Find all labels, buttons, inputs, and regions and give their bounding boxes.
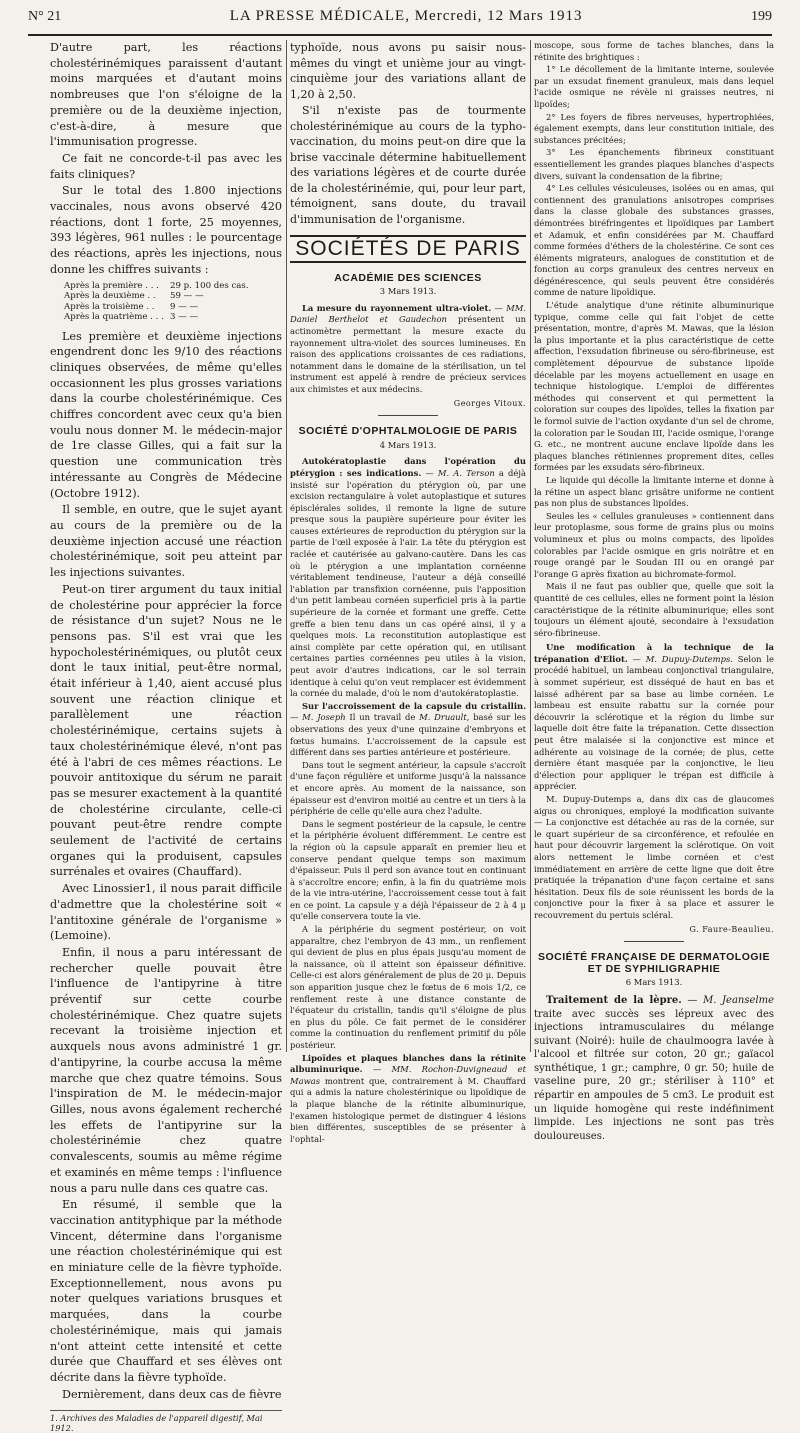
stats-label: Après la troisième . . bbox=[64, 301, 155, 312]
paragraph: Les première et deuxième injections engendrent donc les 9/10 des réactions cliniques observées, de même qu'elles occasionnent les plus grosses variations dans la courbe cholestérinémique. Ces chiffres concordent avec ceux qu'a bien voulu nous donner M. le médecin-major de 1re classe Gilles, qui a fait sur la question une communication très intéressante au Congrès de Médecine (Octobre 1912). bbox=[50, 329, 282, 500]
paragraph: typhoïde, nous avons pu saisir nous-mêmes du vingt et unième jour au vingt-cinquième jour des variations allant de 1,20 à 2,50. bbox=[290, 41, 526, 101]
page-header bbox=[28, 8, 772, 36]
column-rule bbox=[286, 40, 287, 1052]
paragraph: 2° Les foyers de fibres nerveuses, hypertrophiées, également exempts, dans leur constitution initiale, des substances précitées; bbox=[534, 111, 774, 145]
article-heading: La mesure du rayonnement ultra-violet. bbox=[302, 302, 492, 313]
authors: MM. Rochon-Duvigneaud et Mawas bbox=[290, 1064, 526, 1086]
paragraph: Peut-on tirer argument du taux initial de cholestérine pour apprécier la force de résistance d'un sujet? Nous ne le pensons pas. S'il est vrai que les hypocholestérinémiques, ou plutôt ceux dont le taux initial, peut-être normal, était inférieur à 1,40, aient accusé plus souvent une réaction clinique et parallèlement une réaction cholestérinémique, certains sujets à taux cholestérinémique élevé, n'ont pas été à l'abri de ces mêmes réactions. Le pouvoir antitoxique du sérum ne parait pas se mesurer exactement à la quantité de cholestérine circulante, celle-ci pouvant peut-être rendre compte seulement de l'activité de certains organes qui la produisent, capsules surrénales et ovaires (Chauffard). bbox=[50, 582, 282, 879]
article-text: présentent un actinomètre permettant la mesure exacte du rayonnement ultra-violet des sources lumineuses. En raison des applications croissantes de ces radiations, notamment dans le domaine de la stérilisation, un tel instrument est appelé à rendre de précieux services aux chimistes et aux médecins. bbox=[290, 314, 526, 394]
authors: MM. Daniel Berthelot et Gaudechon bbox=[290, 302, 526, 325]
society-title: SOCIÉTÉ FRANÇAISE DE DERMATOLOGIE ET DE SYPHILIGRAPHIE bbox=[538, 951, 770, 975]
authors: M. Dupuy-Dutemps. bbox=[645, 653, 733, 664]
article-heading: Lipoïdes et plaques blanches dans la rétinite albuminurique. bbox=[290, 1052, 526, 1075]
article-heading: Autokératoplastie dans l'opération du ptérygion : ses indications. bbox=[290, 456, 526, 478]
column-3: moscope, sous forme de taches blanches, dans la rétinite des brightiques : 1° Le décollement de la limitante interne, soulevée par un exsudat finement granuleux, mais dans lequel l'acide osmique ne révèle ni graisses neutres, ni lipoïdes; 2° Les foyers de fibres nerveuses, hypertrophiées, également exempts, dans leur constitution initiale, des substances précitées; 3° Les épanchements fibrineux constituant essentiellement les grandes plaques blanches d'aspects divers, suivant la condensation de la fibrine; 4° Les cellules vésiculeuses, isolées ou en amas, qui contiennent des granulations anisotropes comprises dans la classe globale des substances grasses, démontrées biréfringentes et lipoïdiques par Lambert et Adamuk, et enfin considérées par M. Chauffard comme formées d'éthers de la cholestérine. Ce sont ces éléments migrateurs, analogues de constitution et de fonction au corps granuleux des centres nerveux en dégénérescence, qui seuls peuvent être considérés comme de nature lipoïdique. L'étude analytique d'une rétinite albuminurique typique, comme celle qui fait l'objet de cette présentation, montre, d'après M. Mawas, que la lésion la plus importante et la plus caractéristique de cette affection, l'exsudation fibrineuse ou séro-fibrineuse, est complètement dépourvue de substance lipoïde décelable par les moyens actuellement en usage en technique histologique. L'emploi de différentes méthodes qui conservent et qui permettent la coloration sur coupes des lipoïdes, telles la fixation par le formol suivie de l'action oxydante d'un sel de chrome, la coloration par le Soudan III, l'acide osmique, l'orange G. etc., ne montrent aucune enclave lipoïde dans les plaques blanches rétiniennes proprement dites, celles formées par les exsudats séro-fibrineux. Le liquide qui décolle la limitante interne et donne à la rétine un aspect blanc grisâtre uniforme ne contient pas non plus de substances lipoïdes. Seules les « cellules granuleuses » contiennent dans leur protoplasme, sous forme de grains plus ou moins volumineux et plus ou moins compacts, des lipoïdes colorables par l'acide osmique en gris noirâtre et en rouge orangé par le Soudan III ou en orangé par l'orange G après fixation au bichromate-formol. Mais il ne faut pas oublier que, quelle que soit la quantité de ces cellules, elles ne forment point la lésion caractéristique de la rétinite albuminurique; elles sont toujours un élément ajouté, secondaire à l'exsudation séro-fibrineuse. Une modification à la technique de la trépanation d'Eliot. — M. Dupuy-Dutemps. Selon le procédé habituel, un lambeau conjonctival triangulaire, à sommet supérieur, est disséqué de haut en bas et laissé adhérent par sa base au limbe cornéen. Le lambeau est ensuite rabattu sur la cornée pour découvrir la sclérotique et la région du limbe sur laquelle doit être faite la trépanation. Cette dissection peut être malaisée si la conjonctive est mince et adhérente au voisinage de la cornée; de plus, cette dernière étant masquée par la conjonctive, le lieu d'élection pour appliquer le trépan est difficile à apprécier. M. Dupuy-Dutemps a, dans dix cas de glaucomes aigus ou chroniques, employé la modification suivante — La conjonctive est détachée au ras de la cornée, sur le quart supérieur de sa circonférence, et refoulée en haut pour découvrir largement la sclérotique. On voit alors nettement le limbe cornéen et c'est immédiatement en arrière de cette ligne que doit être pratiquée la trépanation d'une façon certaine et sans hésitation. Deux fils de soie réunissent les bords de la conjonctive pour la fixer à sa place et assurer le recouvrement du pertuis scléral. G. Faure-Beaulieu. SOCIÉTÉ FRANÇAISE DE DERMATOLOGIE ET DE SYPHILIGRAPHIE 6 Mars 1913. Traitement de la lèpre. — M. Jeanselme traite avec succès ses lépreux avec des injections intramusculaires du mélange suivant (Noiré): huile de chaulmoogra lavée à l'alcool et filtrée sur coton, 20 gr.; gaïacol synthétique, 1 gr.; camphre, 0 gr. 50; huile de vaseline pure, 20 gr.; stériliser à 110° et répartir en ampoules de 5 cm3. Le produit est un liquide homogène qui reste indéfiniment limpide. Les injections ne sont pas très douloureuses. bbox=[534, 40, 774, 1142]
stats-label: Après la deuxième . . bbox=[64, 291, 156, 302]
issue-number: N° 21 bbox=[28, 9, 62, 24]
paragraph: S'il n'existe pas de tourmente cholestérinémique au cours de la typho-vaccination, du moins peut-on dire que la brise vaccinale détermine habituellement des variations légères et de courte durée de la cholestérinémie, qui, pour leur part, témoignent, sans doute, du travail d'immunisation de l'organisme. bbox=[290, 104, 526, 226]
stats-label: Après la première . . . bbox=[64, 280, 159, 291]
stats-value: 59 — — bbox=[170, 291, 204, 302]
article-text: montrent que, contrairement à M. Chauffard qui a admis la nature cholestérinique ou lipoïdique de la plaque blanche de la rétinite albuminurique, l'examen histologique permet de distinguer 4 lésions bien différentes, susceptibles de se présenter à l'ophtal- bbox=[290, 1075, 526, 1144]
reaction-stats-table bbox=[64, 281, 282, 323]
column-2: typhoïde, nous avons pu saisir nous-mêmes du vingt et unième jour au vingt-cinquième jour des variations allant de 1,20 à 2,50. S'il n'existe pas de tourmente cholestérinémique au cours de la typho-vaccination, du moins peut-on dire que la brise vaccinale détermine habituellement des variations légères et de courte durée de la cholestérinémie, qui, pour leur part, témoignent, sans doute, du travail d'immunisation de l'organisme. SOCIÉTÉS DE PARIS ACADÉMIE DES SCIENCES 3 Mars 1913. La mesure du rayonnement ultra-violet. — MM. Daniel Berthelot et Gaudechon présentent un actinomètre permettant la mesure exacte du rayonnement ultra-violet des sources lumineuses. En raison des applications croissantes de ces radiations, notamment dans le domaine de la stérilisation, un tel instrument est appelé à rendre de précieux services aux chimistes et aux médecins. Georges Vitoux. SOCIÉTÉ D'OPHTALMOLOGIE DE PARIS 4 Mars 1913. Autokératoplastie dans l'opération du ptérygion : ses indications. — M. A. Terson a déjà insisté sur l'opération du ptérygion où, par une excision rectangulaire à volet autoplastique et sutures épisclérales solides, il remonte la ligne de suture presque sous la paupière supérieure pour éviter les causes extérieures de reproduction du ptérygion sur la partie de l'œil exposée à l'air. La tête du ptérygion est raclée et cautérisée au galvano-cautère. Dans les cas où le ptérygion a une implantation cornéenne véritablement tendineuse, l'auteur a déjà conseillé l'ablation par transfixion cornéenne, puis l'apposition d'un petit lambeau cornéen superficiel pris à la partie supérieure de la cornée et formant une greffe. Cette greffe a bien tenu dans un cas opéré ainsi, il y a quelques mois. La reconstitution autoplastique est ainsi complète par cette opération qui, en utilisant certaines parties cornéennes peu utiles à la vision, peut avoir d'autres indications, car le sol terrain identique à celui qu'on veut remplacer est évidemment la cornée du malade, d'où le nom d'autokératoplastie. Sur l'accroissement de la capsule du cristallin. — M. Joseph Il un travail de M. Druault, basé sur les observations des yeux d'une quinzaine d'embryons et fœtus humains. L'accroissement de la capsule est différent dans ses parties antérieure et postérieure. Dans tout le segment antérieur, la capsule s'accroît d'une façon régulière et uniforme jusqu'à la naissance et encore après. Au moment de la naissance, son épaisseur est d'environ moitié au centre et un tiers à la périphérie de celle qu'elle aura chez l'adulte. Dans le segment postérieur de la capsule, le centre et la périphérie évoluent différemment. Le centre est la région où la capsule apparaît en premier lieu et conserve pendant quelque temps son maximum d'épaisseur. Puis il perd son avance tout en continuant à s'accroître encore; enfin, à la fin du quatrième mois de la vie intra-utérine, l'accroissement cesse tout à fait en ce point. La capsule y a déjà l'épaisseur de 2 à 4 μ qu'elle conservera toute la vie. A la périphérie du segment postérieur, on voit apparaître, chez l'embryon de 43 mm., un renflement qui devient de plus en plus épais jusqu'au moment de la naissance, où il atteint son épaisseur définitive. Celle-ci est alors généralement de plus de 20 μ. Depuis son apparition jusque chez le fœtus de 6 mois 1/2, ce renflement reste à une distance constante de l'équateur du cristallin, tandis qu'il s'éloigne de plus en plus du pôle. Ce fait permet de le considérer comme la continuation du renflement primitif du pôle postérieur. Lipoïdes et plaques blanches dans la rétinite albuminurique. — MM. Rochon-Duvigneaud et Mawas montrent que, contrairement à M. Chauffard qui a admis la nature cholestérinique ou lipoïdique de la plaque blanche de la rétinite albuminurique, l'examen histologique permet de distinguer 4 lésions bien différentes, susceptibles de se présenter à l'ophtal- bbox=[290, 41, 526, 1144]
paragraph: 1° Le décollement de la limitante interne, soulevée par un exsudat finement granuleux, mais dans lequel l'acide osmique ne révèle ni graisses neutres, ni lipoïdes; bbox=[534, 64, 774, 109]
society-title: ACADÉMIE DES SCIENCES bbox=[334, 271, 482, 284]
paragraph: Seules les « cellules granuleuses » contiennent dans leur protoplasme, sous forme de grains plus ou moins volumineux et plus ou moins compacts, des lipoïdes colorables par l'acide osmique en gris noirâtre et en rouge orangé par le Soudan III ou en orangé par l'orange G après fixation au bichromate-formol. bbox=[534, 510, 774, 579]
column-rule bbox=[530, 40, 531, 1052]
signature: Georges Vitoux. bbox=[453, 398, 526, 408]
divider bbox=[378, 415, 438, 416]
paragraph: Sur le total des 1.800 injections vaccinales, nous avons observé 420 réactions, dont 1 forte, 25 moyennes, 393 légères, 961 nulles : le pourcentage des réactions, après les injections, nous donne les chiffres suivants : bbox=[50, 184, 282, 276]
session-date: 4 Mars 1913. bbox=[379, 439, 437, 450]
paragraph: moscope, sous forme de taches blanches, dans la rétinite des brightiques : bbox=[534, 40, 774, 62]
paragraph: Dans le segment postérieur de la capsule, le centre et la périphérie évoluent différemment. Le centre est la région où la capsule apparaît en premier lieu et conserve pendant quelque temps son maximum d'épaisseur. Puis il perd son avance tout en continuant à s'accroître encore; enfin, à la fin du quatrième mois de la vie intra-utérine, l'accroissement cesse tout à fait en ce point. La capsule y a déjà l'épaisseur de 2 à 4 μ qu'elle conservera toute la vie. bbox=[290, 818, 526, 922]
paragraph: Mais il ne faut pas oublier que, quelle que soit la quantité de ces cellules, elles ne forment point la lésion caractéristique de la rétinite albuminurique; elles sont toujours un élément ajouté, secondaire à l'exsudation séro-fibrineuse. bbox=[534, 581, 774, 638]
stats-row bbox=[64, 312, 282, 323]
authors: M. Joseph bbox=[302, 712, 346, 723]
stats-label: Après la quatrième . . . bbox=[64, 312, 164, 323]
section-banner: SOCIÉTÉS DE PARIS bbox=[290, 235, 526, 263]
paragraph: Dernièrement, dans deux cas de fièvre bbox=[62, 1387, 282, 1401]
session-date: 3 Mars 1913. bbox=[379, 286, 437, 297]
paragraph: Il semble, en outre, que le sujet ayant au cours de la première ou de la deuxième injection accusé une réaction cholestérinémique, soit peu atteint par les injections suivantes. bbox=[50, 503, 282, 580]
divider bbox=[624, 941, 684, 942]
paragraph: Ce fait ne concorde-t-il pas avec les faits cliniques? bbox=[50, 151, 282, 181]
paragraph: 3° Les épanchements fibrineux constituant essentiellement les grandes plaques blanches d'aspects divers, suivant la condensation de la fibrine; bbox=[534, 147, 774, 181]
article-heading: Sur l'accroissement de la capsule du cristallin. bbox=[302, 700, 526, 711]
paragraph: 4° Les cellules vésiculeuses, isolées ou en amas, qui contiennent des granulations anisotropes comprises dans la classe globale des substances grasses, démontrées biréfringentes et lipoïdiques par Lambert et Adamuk, et enfin considérées par M. Chauffard comme formées d'éthers de la cholestérine. Ce sont ces éléments migrateurs, analogues de constitution et de fonction au corps granuleux des centres nerveux en dégénérescence, qui seuls peuvent être considérés comme de nature lipoïdique. bbox=[534, 183, 774, 298]
article-text: Selon le procédé habituel, un lambeau conjonctival triangulaire, à sommet supérieur, est disséqué de haut en bas et laissé adhérent par sa base au limbe cornéen. Le lambeau est ensuite rabattu sur la cornée pour découvrir la sclérotique et la région du limbe sur laquelle doit être faite la trépanation. Cette dissection peut être malaisée si la conjonctive est mince et adhérente au voisinage de la cornée; de plus, cette dernière étant masquée par la conjonctive, le lieu d'élection pour appliquer le trépan est difficile à apprécier. bbox=[534, 653, 774, 792]
paragraph: M. Dupuy-Dutemps a, dans dix cas de glaucomes aigus ou chroniques, employé la modification suivante — La conjonctive est détachée au ras de la cornée, sur le quart supérieur de sa circonférence, et refoulée en haut pour découvrir largement la sclérotique. On voit alors nettement le limbe cornéen et c'est immédiatement en arrière de cette ligne que doit être pratiquée la trépanation d'une façon certaine et sans hésitation. Deux fils de soie réunissent les bords de la conjonctive pour la fixer à sa place et assurer le recouvrement du pertuis scléral. bbox=[534, 794, 774, 920]
stats-value: 9 — — bbox=[170, 301, 199, 312]
authors: M. Jeanselme bbox=[703, 994, 774, 1006]
stats-value: 29 p. 100 des cas. bbox=[170, 280, 249, 291]
page-number: 199 bbox=[751, 9, 772, 24]
footnote: 1. Archives des Maladies de l'appareil digestif, Mai 1912. bbox=[50, 1410, 282, 1433]
authors: M. Druault bbox=[419, 712, 467, 723]
authors: M. A. Terson bbox=[437, 467, 495, 478]
paragraph: A la périphérie du segment postérieur, on voit apparaître, chez l'embryon de 43 mm., un renflement qui devient de plus en plus épais jusqu'au moment de la naissance, où il atteint son épaisseur définitive. Celle-ci est alors généralement de plus de 20 μ. Depuis son apparition jusque chez le fœtus de 6 mois 1/2, ce renflement reste à une distance constante de l'équateur du cristallin, tandis qu'il s'éloigne de plus en plus du pôle. Ce fait permet de le considérer comme la continuation du renflement primitif du pôle postérieur. bbox=[290, 924, 526, 1050]
paragraph: Avec Linossier1, il nous parait difficile d'admettre que la cholestérine soit « l'antitoxine générale de l'organisme » (Lemoine). bbox=[50, 882, 282, 943]
signature: G. Faure-Beaulieu. bbox=[689, 924, 774, 934]
paragraph: Dans tout le segment antérieur, la capsule s'accroît d'une façon régulière et uniforme jusqu'à la naissance et encore après. Au moment de la naissance, son épaisseur est d'environ moitié au centre et un tiers à la périphérie de celle qu'elle aura chez l'adulte. bbox=[290, 759, 526, 817]
stats-row bbox=[64, 291, 282, 302]
article-text: a déjà insisté sur l'opération du ptérygion où, par une excision rectangulaire à volet autoplastique et sutures épisclérales solides, il remonte la ligne de suture presque sous la paupière supérieure pour éviter les causes extérieures de reproduction du ptérygion sur la partie de l'œil exposée à l'air. La tête du ptérygion est raclée et cautérisée au galvano-cautère. Dans les cas où le ptérygion a une implantation cornéenne véritablement tendineuse, l'auteur a déjà conseillé l'ablation par transfixion cornéenne, puis l'apposition d'un petit lambeau cornéen superficiel pris à la partie supérieure de la cornée et formant une greffe. Cette greffe a bien tenu dans un cas opéré ainsi, il y a quelques mois. La reconstitution autoplastique est ainsi complète par cette opération qui, en utilisant certaines parties cornéennes peu utiles à la vision, peut avoir d'autres indications, car le sol terrain identique à celui qu'on veut remplacer est évidemment la cornée du malade, d'où le nom d'autokératoplastie. bbox=[290, 467, 526, 699]
stats-row bbox=[64, 281, 282, 292]
paragraph: Enfin, il nous a paru intéressant de rechercher quelle pouvait être l'influence de l'antipyrine à titre préventif sur cette courbe cholestérinémique. Chez quatre sujets recevant la troisième injection et auxquels nous avons administré 1 gr. d'antipyrine, la courbe accusa la même marche que chez quatre témoins. Sous l'inspiration de M. le médecin-major Gilles, nous avons également recherché les effets de l'antipyrine sur la cholestérinémie chez quatre convalescents, soumis au même régime et examinés en même temps : l'influence nous a paru nulle dans ces quatre cas. bbox=[50, 945, 282, 1195]
paragraph: L'étude analytique d'une rétinite albuminurique typique, comme celle qui fait l'objet de cette présentation, montre, d'après M. Mawas, que la lésion la plus importante et la plus caractéristique de cette affection, l'exsudation fibrineuse ou séro-fibrineuse, est complètement dépourvue de substance lipoïde décelable par les moyens actuellement en usage en technique histologique. L'emploi de différentes méthodes qui conservent et qui permettent la coloration sur coupes des lipoïdes, telles la fixation par le formol suivie de l'action oxydante d'un sel de chrome, la coloration par le Soudan III, l'acide osmique, l'orange G. etc., ne montrent aucune enclave lipoïde dans les plaques blanches rétiniennes proprement dites, celles formées par les exsudats séro-fibrineux. bbox=[534, 300, 774, 473]
society-title: SOCIÉTÉ D'OPHTALMOLOGIE DE PARIS bbox=[298, 425, 518, 438]
session-date: 6 Mars 1913. bbox=[625, 977, 683, 988]
paragraph: D'autre part, les réactions cholestérinémiques paraissent d'autant moins marquées et d'autant moins nombreuses que l'on s'éloigne de la première ou de la deuxième injection, c'est-à-dire, à mesure que l'immunisation progresse. bbox=[50, 41, 282, 149]
stats-value: 3 — — bbox=[170, 312, 199, 323]
masthead-title: LA PRESSE MÉDICALE, Mercredi, 12 Mars 1913 bbox=[229, 8, 583, 24]
article-text: Il un travail de bbox=[349, 712, 416, 723]
stats-row bbox=[64, 302, 282, 313]
article-text: traite avec succès ses lépreux avec des injections intramusculaires du mélange suivant (Noiré): huile de chaulmoogra lavée à l'alcool et filtrée sur coton, 20 gr.; gaïacol synthétique, 1 gr.; camphre, 0 gr. 50; huile de vaseline pure, 20 gr.; stériliser à 110° et répartir en ampoules de 5 cm3. Le produit est un liquide homogène qui reste indéfiniment limpide. Les injections ne sont pas très douloureuses. bbox=[534, 1008, 774, 1142]
column-1 bbox=[50, 40, 282, 1433]
article-heading: Une modification à la technique de la trépanation d'Eliot. bbox=[534, 642, 774, 664]
article-text: basé sur les observations des yeux d'une quinzaine d'embryons et fœtus humains. L'accroissement de la capsule est différent dans ses parties antérieure et postérieure. bbox=[290, 712, 526, 758]
paragraph: En résumé, il semble que la vaccination antityphique par la méthode Vincent, détermine dans l'organisme une réaction cholestérinémique qui est en miniature celle de la fièvre typhoïde. Exceptionnellement, nous avons pu noter quelques variations brusques et marquées, dans la courbe cholestérinémique, mais qui jamais n'ont atteint cette intensité et cette durée que Chauffard et ses élèves ont décrite dans la fièvre typhoïde. bbox=[50, 1198, 282, 1384]
article-heading: Traitement de la lèpre. bbox=[546, 994, 682, 1006]
paragraph: Le liquide qui décolle la limitante interne et donne à la rétine un aspect blanc grisâtre uniforme ne contient pas non plus de substances lipoïdes. bbox=[534, 474, 774, 509]
